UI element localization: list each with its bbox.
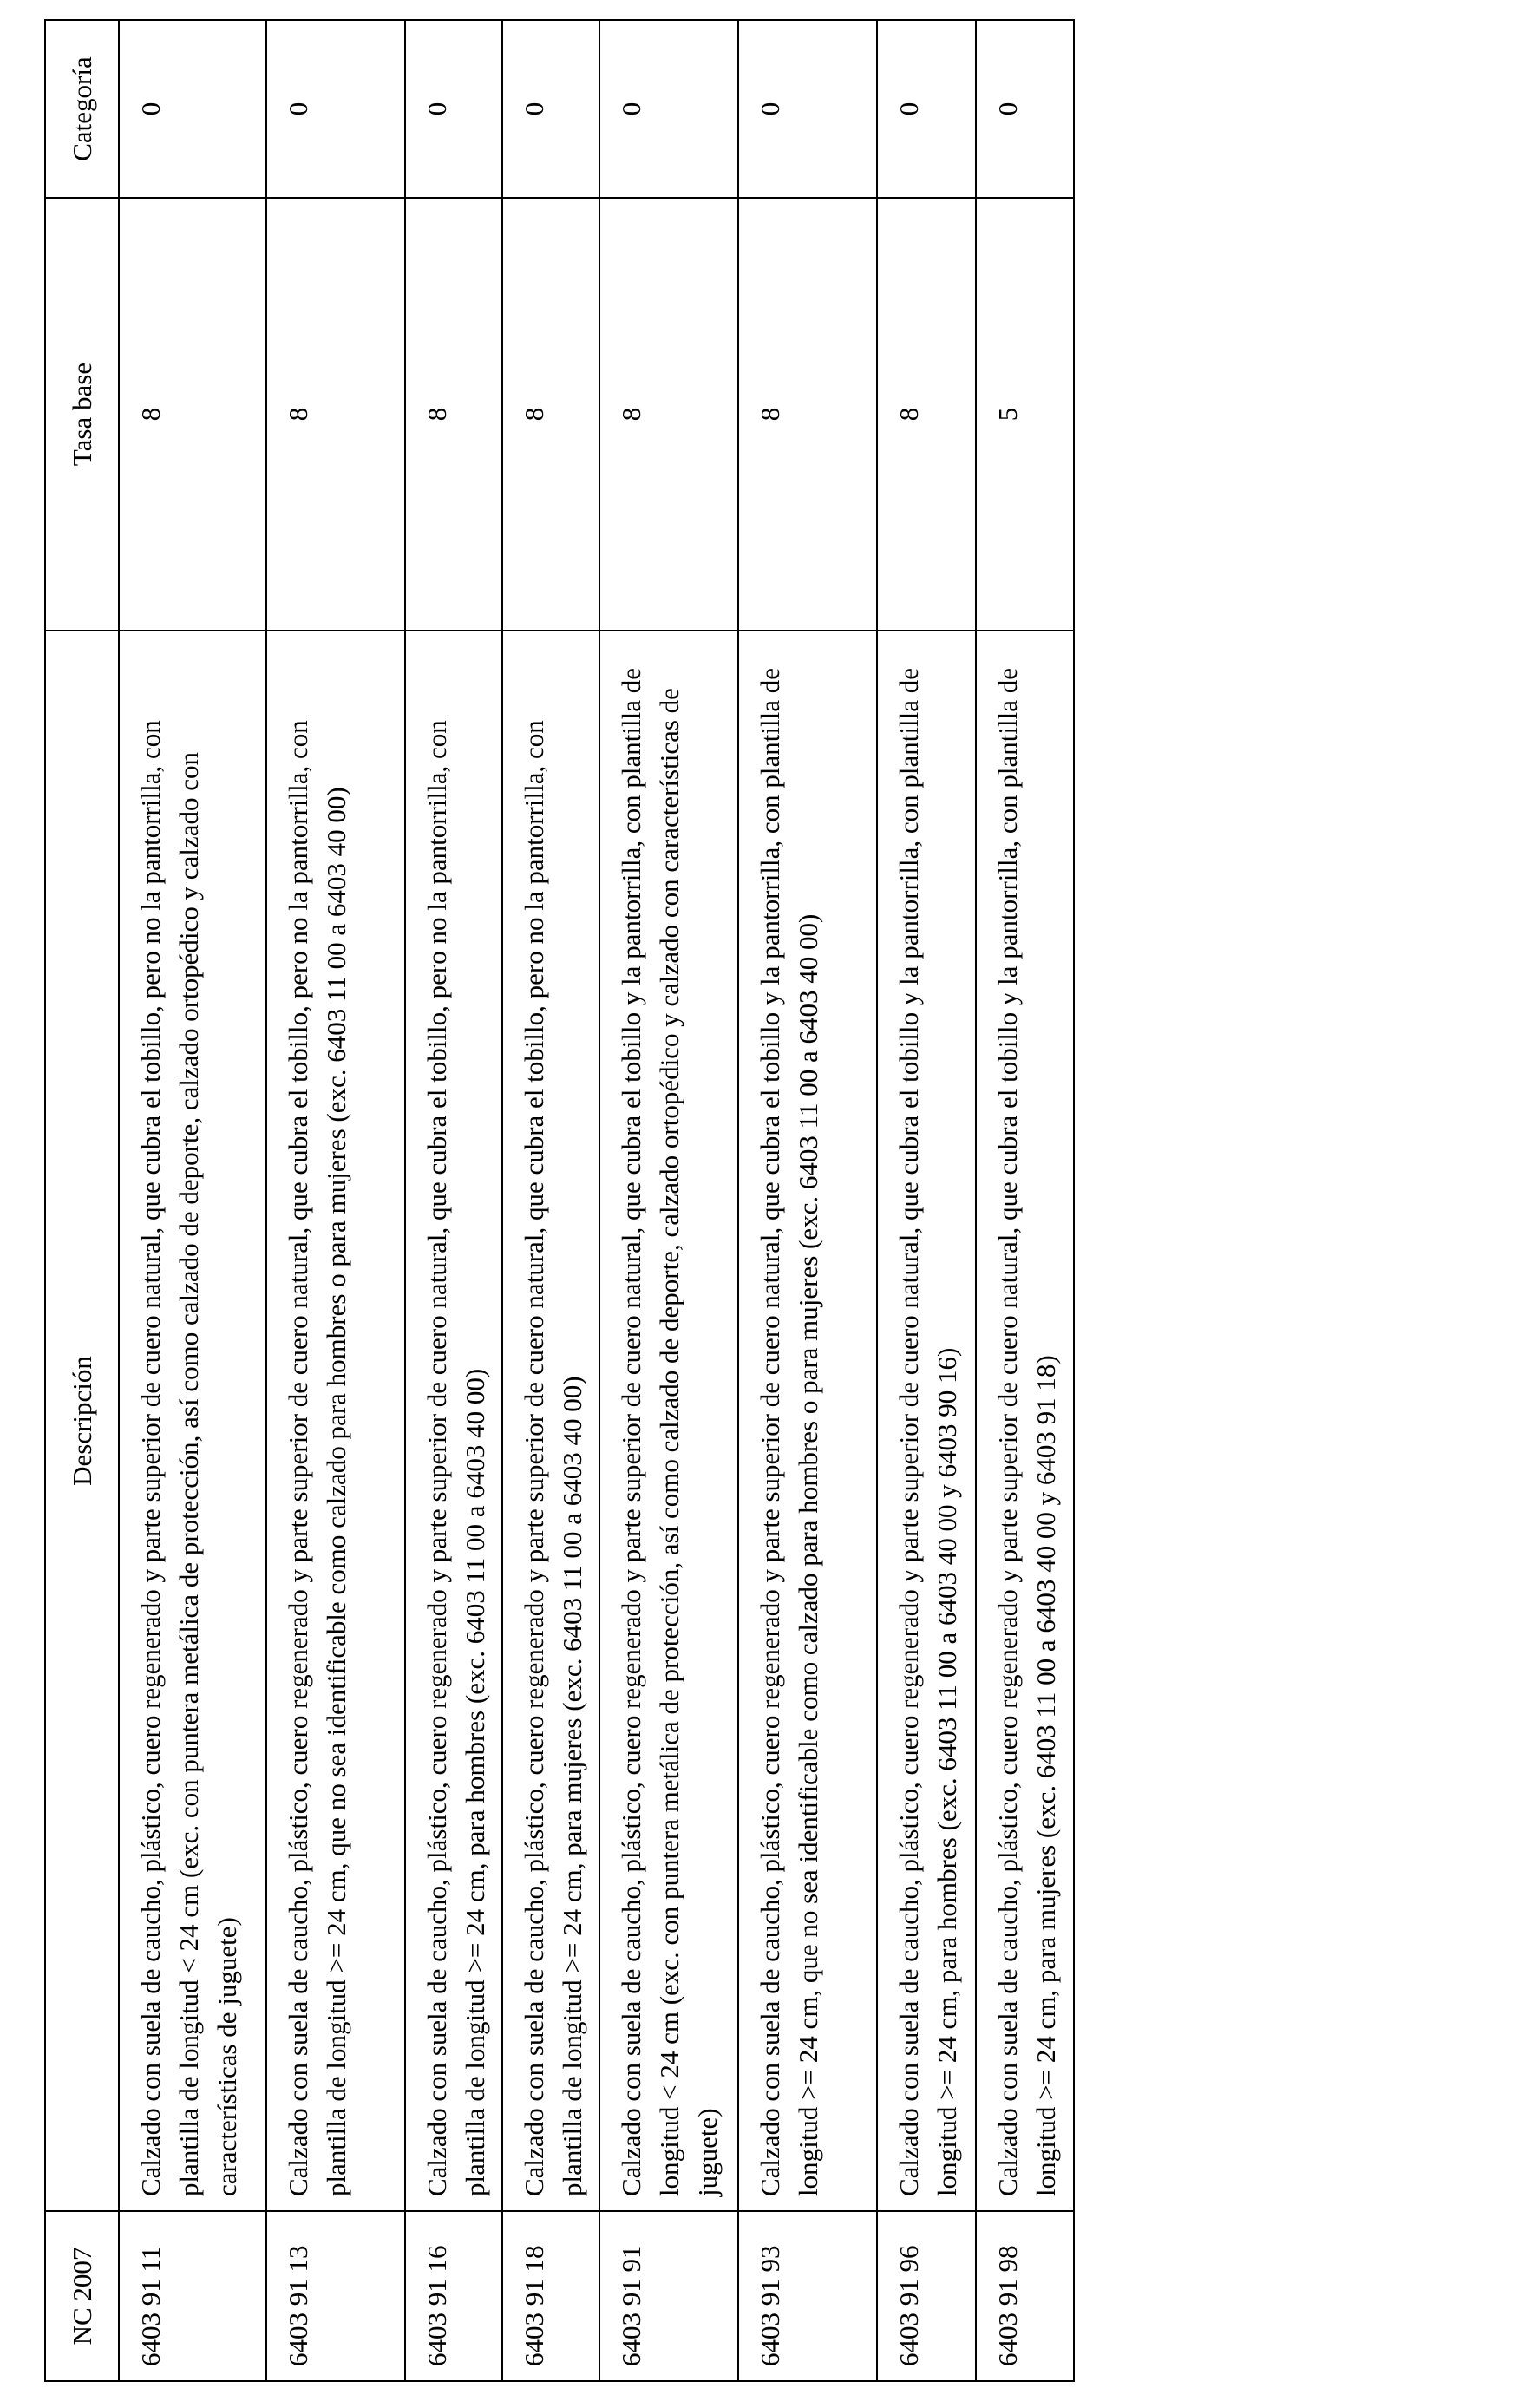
row-category: 0 <box>119 20 266 198</box>
rotated-page <box>44 21 1061 2382</box>
row-rate: 8 <box>266 198 405 631</box>
row-category: 0 <box>502 20 599 198</box>
row-category: 0 <box>405 20 502 198</box>
row-code: 6403 91 11 <box>119 2211 266 2381</box>
row-code: 6403 91 13 <box>266 2211 405 2381</box>
table-row <box>738 20 877 2381</box>
row-description: Calzado con suela de caucho, plástico, cuero regenerado y parte superior de cuero natural, que cubra el tobillo, pero no la pantorrilla, con plantilla de longitud >= 24 cm, que no sea identificable como calzado para hombres o para mujeres (exc. 6403 11 00 a 6403 40 00) <box>266 631 405 2211</box>
row-description: Calzado con suela de caucho, plástico, cuero regenerado y parte superior de cuero natural, que cubra el tobillo, pero no la pantorrilla, con plantilla de longitud >= 24 cm, para hombres (exc. 6403 11 00 a 6403 40 00) <box>405 631 502 2211</box>
header-description: Descripción <box>45 631 119 2211</box>
row-category: 0 <box>976 20 1074 198</box>
table-row <box>502 20 599 2381</box>
row-category: 0 <box>877 20 976 198</box>
table-row <box>877 20 976 2381</box>
row-code: 6403 91 93 <box>738 2211 877 2381</box>
row-description: Calzado con suela de caucho, plástico, cuero regenerado y parte superior de cuero natural, que cubra el tobillo, pero no la pantorrilla, con plantilla de longitud >= 24 cm, para mujeres (exc. 6403 11 00 a 6403 40 00) <box>502 631 599 2211</box>
table-row <box>976 20 1074 2381</box>
row-code: 6403 91 18 <box>502 2211 599 2381</box>
row-rate: 5 <box>976 198 1074 631</box>
table-row <box>119 20 266 2381</box>
header-row <box>45 20 119 2381</box>
table-row <box>405 20 502 2381</box>
header-category: Categoría <box>45 20 119 198</box>
row-code: 6403 91 91 <box>599 2211 738 2381</box>
row-rate: 8 <box>738 198 877 631</box>
row-rate: 8 <box>405 198 502 631</box>
tariff-table <box>44 19 1075 2382</box>
table-row <box>266 20 405 2381</box>
row-description: Calzado con suela de caucho, plástico, cuero regenerado y parte superior de cuero natural, que cubra el tobillo y la pantorrilla, con plantilla de longitud >= 24 cm, que no sea identificable como calzado para hombres o para mujeres (exc. 6403 11 00 a 6403 40 00) <box>738 631 877 2211</box>
row-description: Calzado con suela de caucho, plástico, cuero regenerado y parte superior de cuero natural, que cubra el tobillo y la pantorrilla, con plantilla de longitud < 24 cm (exc. con puntera metálica de protección, así como calzado de deporte, calzado ortopédico y calzado con características de juguete) <box>599 631 738 2211</box>
row-description: Calzado con suela de caucho, plástico, cuero regenerado y parte superior de cuero natural, que cubra el tobillo, pero no la pantorrilla, con plantilla de longitud < 24 cm (exc. con puntera metálica de protección, así como calzado de deporte, calzado ortopédico y calzado con características de juguete) <box>119 631 266 2211</box>
row-category: 0 <box>738 20 877 198</box>
row-rate: 8 <box>877 198 976 631</box>
row-rate: 8 <box>502 198 599 631</box>
row-description: Calzado con suela de caucho, plástico, cuero regenerado y parte superior de cuero natural, que cubra el tobillo y la pantorrilla, con plantilla de longitud >= 24 cm, para mujeres (exc. 6403 11 00 a 6403 40 00 y 6403 91 18) <box>976 631 1074 2211</box>
table-row <box>599 20 738 2381</box>
row-code: 6403 91 16 <box>405 2211 502 2381</box>
row-code: 6403 91 98 <box>976 2211 1074 2381</box>
row-rate: 8 <box>599 198 738 631</box>
header-code: NC 2007 <box>45 2211 119 2381</box>
row-description: Calzado con suela de caucho, plástico, cuero regenerado y parte superior de cuero natural, que cubra el tobillo y la pantorrilla, con plantilla de longitud >= 24 cm, para hombres (exc. 6403 11 00 a 6403 40 00 y 6403 90 16) <box>877 631 976 2211</box>
row-rate: 8 <box>119 198 266 631</box>
row-category: 0 <box>599 20 738 198</box>
header-rate: Tasa base <box>45 198 119 631</box>
row-category: 0 <box>266 20 405 198</box>
row-code: 6403 91 96 <box>877 2211 976 2381</box>
